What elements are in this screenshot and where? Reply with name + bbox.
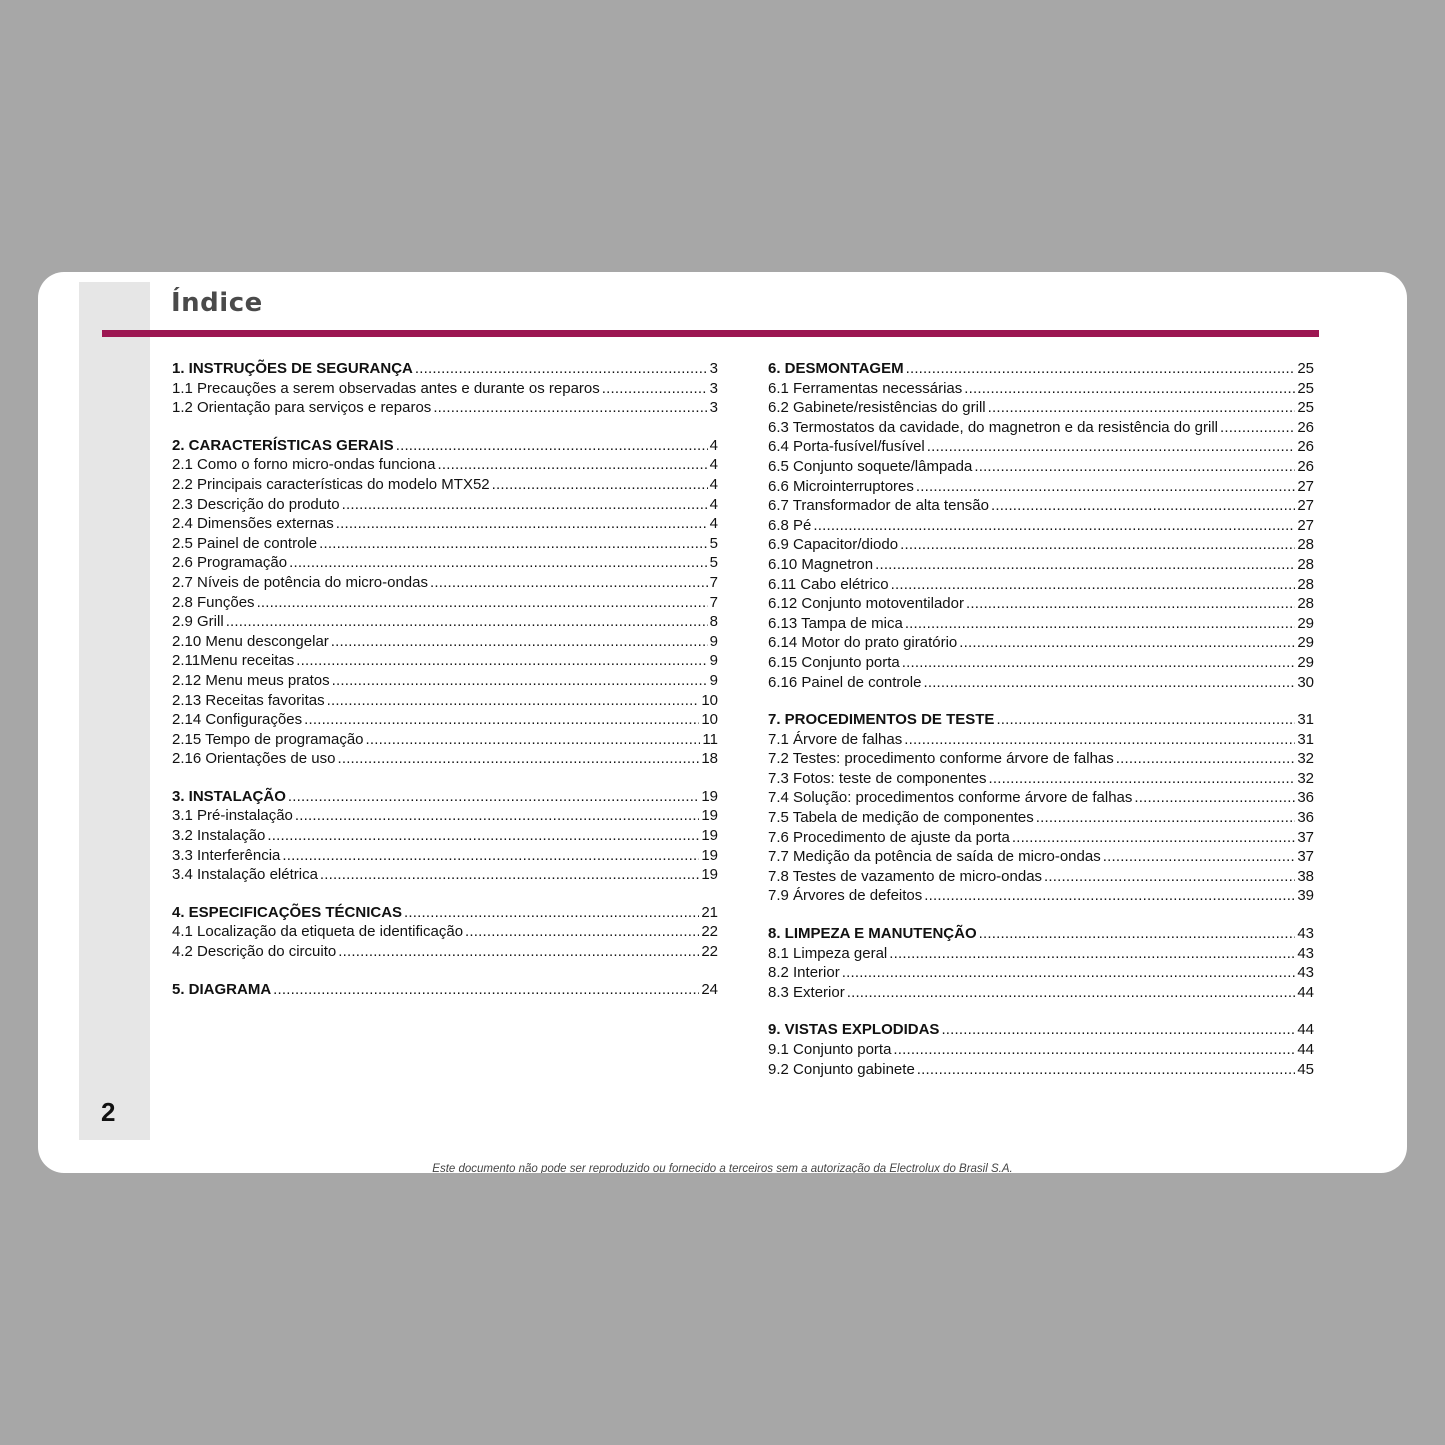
dot-leader bbox=[891, 575, 1296, 595]
toc-label: 6.7 Transformador de alta tensão bbox=[768, 497, 989, 515]
dot-leader bbox=[304, 710, 699, 730]
dot-leader bbox=[900, 535, 1295, 555]
toc-heading[interactable] bbox=[172, 787, 718, 807]
toc-page-number: 10 bbox=[701, 691, 718, 709]
toc-page-number: 3 bbox=[709, 399, 718, 417]
dot-leader bbox=[1044, 867, 1295, 887]
toc-page-number: 36 bbox=[1297, 789, 1314, 807]
toc-label: 6.16 Painel de controle bbox=[768, 673, 922, 691]
toc-entry[interactable] bbox=[768, 944, 1314, 964]
dot-leader bbox=[1036, 808, 1296, 828]
toc-label: 6.14 Motor do prato giratório bbox=[768, 634, 958, 652]
toc-label: 2.11Menu receitas bbox=[172, 652, 295, 670]
toc-entry[interactable] bbox=[768, 437, 1314, 457]
toc-page-number: 30 bbox=[1297, 673, 1314, 691]
toc-entry[interactable] bbox=[172, 806, 718, 826]
toc-entry[interactable] bbox=[768, 808, 1314, 828]
toc-entry[interactable] bbox=[768, 418, 1314, 438]
toc-section bbox=[768, 924, 1314, 1002]
title-divider bbox=[102, 330, 1319, 337]
dot-leader bbox=[966, 594, 1295, 614]
dot-leader bbox=[813, 516, 1295, 536]
toc-page-number: 31 bbox=[1297, 711, 1314, 729]
toc-label: 6.1 Ferramentas necessárias bbox=[768, 379, 963, 397]
toc-entry[interactable] bbox=[172, 553, 718, 573]
toc-entry[interactable] bbox=[768, 749, 1314, 769]
dot-leader bbox=[1012, 828, 1295, 848]
toc-page-number: 10 bbox=[701, 711, 718, 729]
toc-page-number: 28 bbox=[1297, 555, 1314, 573]
page-number: 2 bbox=[101, 1097, 116, 1127]
toc-label: 5. DIAGRAMA bbox=[172, 980, 272, 998]
toc-label: 2.8 Funções bbox=[172, 593, 255, 611]
toc-page-number: 28 bbox=[1297, 595, 1314, 613]
toc-page-number: 11 bbox=[702, 730, 718, 748]
dot-leader bbox=[974, 457, 1295, 477]
dot-leader bbox=[923, 673, 1295, 693]
dot-leader bbox=[492, 475, 708, 495]
toc-section bbox=[172, 980, 718, 1000]
toc-label: 7.9 Árvores de defeitos bbox=[768, 887, 923, 905]
toc-label: 2.4 Dimensões externas bbox=[172, 515, 334, 533]
dot-leader bbox=[847, 983, 1296, 1003]
toc-page-number: 18 bbox=[701, 750, 718, 768]
dot-leader bbox=[336, 514, 708, 534]
toc-entry[interactable] bbox=[768, 555, 1314, 575]
toc-label: 7.8 Testes de vazamento de micro-ondas bbox=[768, 867, 1043, 885]
toc-heading[interactable] bbox=[768, 1020, 1314, 1040]
toc-label: 1. INSTRUÇÕES DE SEGURANÇA bbox=[172, 360, 413, 377]
toc-section bbox=[172, 787, 718, 885]
toc-entry[interactable] bbox=[768, 886, 1314, 906]
toc-heading[interactable] bbox=[768, 924, 1314, 944]
toc-heading[interactable] bbox=[172, 436, 718, 456]
toc-label: 7.4 Solução: procedimentos conforme árvore de falhas bbox=[768, 789, 1133, 807]
dot-leader bbox=[941, 1020, 1295, 1040]
dot-leader bbox=[342, 495, 708, 515]
toc-page-number: 5 bbox=[709, 554, 718, 572]
toc-entry[interactable] bbox=[768, 633, 1314, 653]
toc-label: 2.15 Tempo de programação bbox=[172, 730, 364, 748]
toc-label: 4.2 Descrição do circuito bbox=[172, 943, 337, 961]
dot-leader bbox=[842, 963, 1296, 983]
toc-entry[interactable] bbox=[172, 612, 718, 632]
toc-label: 8.2 Interior bbox=[768, 964, 840, 982]
toc-entry[interactable] bbox=[768, 847, 1314, 867]
toc-page-number: 31 bbox=[1297, 730, 1314, 748]
toc-label: 2.2 Principais características do modelo MTX52 bbox=[172, 475, 490, 493]
toc-entry[interactable] bbox=[172, 455, 718, 475]
toc-entry[interactable] bbox=[768, 769, 1314, 789]
toc-page-number: 32 bbox=[1297, 769, 1314, 787]
dot-leader bbox=[319, 534, 708, 554]
toc-label: 6.6 Microinterruptores bbox=[768, 477, 914, 495]
dot-leader bbox=[337, 749, 699, 769]
document-page bbox=[38, 272, 1407, 1173]
toc-label: 6.11 Cabo elétrico bbox=[768, 575, 889, 593]
toc-entry[interactable] bbox=[768, 575, 1314, 595]
toc-page-number: 44 bbox=[1297, 983, 1314, 1001]
toc-page-number: 22 bbox=[701, 923, 718, 941]
toc-entry[interactable] bbox=[768, 496, 1314, 516]
toc-entry[interactable] bbox=[172, 730, 718, 750]
dot-leader bbox=[979, 924, 1296, 944]
toc-entry[interactable] bbox=[172, 922, 718, 942]
toc-entry[interactable] bbox=[172, 475, 718, 495]
toc-label: 2.7 Níveis de potência do micro-ondas bbox=[172, 573, 428, 591]
dot-leader bbox=[1220, 418, 1295, 438]
toc-page-number: 44 bbox=[1297, 1021, 1314, 1039]
dot-leader bbox=[924, 886, 1295, 906]
sidebar-strip bbox=[79, 282, 150, 1140]
toc-page-number: 21 bbox=[701, 903, 718, 921]
dot-leader bbox=[226, 612, 708, 632]
toc-label: 2.1 Como o forno micro-ondas funciona bbox=[172, 456, 436, 474]
toc-label: 2.14 Configurações bbox=[172, 711, 303, 729]
toc-page-number: 44 bbox=[1297, 1041, 1314, 1058]
dot-leader bbox=[282, 846, 699, 866]
toc-entry[interactable] bbox=[768, 730, 1314, 750]
toc-entry[interactable] bbox=[768, 516, 1314, 536]
toc-page-number: 4 bbox=[709, 515, 718, 533]
toc-label: 1.1 Precauções a serem observadas antes e durante os reparos bbox=[172, 379, 600, 397]
toc-page-number: 19 bbox=[701, 827, 718, 845]
toc-entry[interactable] bbox=[768, 594, 1314, 614]
dot-leader bbox=[267, 826, 699, 846]
toc-label: 7.5 Tabela de medição de componentes bbox=[768, 809, 1034, 827]
toc-page-number: 19 bbox=[701, 807, 718, 825]
toc-page-number: 9 bbox=[709, 632, 718, 650]
toc-label: 2.3 Descrição do produto bbox=[172, 495, 340, 513]
toc-entry[interactable] bbox=[172, 534, 718, 554]
page-title: Índice bbox=[171, 288, 263, 318]
dot-leader bbox=[927, 437, 1296, 457]
toc-label: 2.16 Orientações de uso bbox=[172, 750, 336, 768]
toc-page-number: 22 bbox=[701, 943, 718, 961]
dot-leader bbox=[430, 573, 708, 593]
toc-label: 7.6 Procedimento de ajuste da porta bbox=[768, 828, 1010, 846]
toc-label: 6.10 Magnetron bbox=[768, 555, 874, 573]
toc-label: 8.1 Limpeza geral bbox=[768, 944, 888, 962]
toc-label: 3.4 Instalação elétrica bbox=[172, 866, 318, 884]
toc-page-number: 7 bbox=[709, 593, 718, 611]
toc-label: 4.1 Localização da etiqueta de identificação bbox=[172, 923, 464, 941]
toc-entry[interactable] bbox=[768, 983, 1314, 1003]
dot-leader bbox=[988, 398, 1296, 418]
dot-leader bbox=[433, 398, 707, 418]
toc-page-number: 43 bbox=[1297, 925, 1314, 943]
toc-label: 8.3 Exterior bbox=[768, 983, 845, 1001]
dot-leader bbox=[257, 593, 708, 613]
toc-label: 6.5 Conjunto soquete/lâmpada bbox=[768, 457, 973, 475]
dot-leader bbox=[295, 806, 699, 826]
dot-leader bbox=[1134, 788, 1295, 808]
toc-section bbox=[172, 903, 718, 962]
toc-label: 3.1 Pré-instalação bbox=[172, 807, 293, 825]
toc-label: 2.13 Receitas favoritas bbox=[172, 691, 325, 709]
toc-page-number: 43 bbox=[1297, 944, 1314, 962]
toc-entry[interactable] bbox=[172, 593, 718, 613]
toc-entry[interactable] bbox=[768, 535, 1314, 555]
toc-page-number: 27 bbox=[1297, 477, 1314, 495]
dot-leader bbox=[415, 359, 708, 379]
toc-label: 7.7 Medição da potência de saída de micro-ondas bbox=[768, 848, 1101, 866]
toc-entry[interactable] bbox=[768, 1040, 1314, 1060]
toc-page-number: 19 bbox=[701, 846, 718, 864]
toc-entry[interactable] bbox=[768, 477, 1314, 497]
dot-leader bbox=[959, 633, 1295, 653]
toc-page-number: 28 bbox=[1297, 536, 1314, 554]
toc-label: 3. INSTALAÇÃO bbox=[172, 787, 286, 805]
toc-page-number: 4 bbox=[709, 495, 718, 513]
dot-leader bbox=[991, 496, 1295, 516]
toc-heading[interactable] bbox=[172, 980, 718, 1000]
dot-leader bbox=[893, 1040, 1295, 1060]
toc-label: 3.3 Interferência bbox=[172, 846, 281, 864]
toc-entry[interactable] bbox=[768, 828, 1314, 848]
toc-label: 2.5 Painel de controle bbox=[172, 534, 318, 552]
toc-label: 6. DESMONTAGEM bbox=[768, 360, 904, 377]
dot-leader bbox=[988, 769, 1295, 789]
toc-label: 7.1 Árvore de falhas bbox=[768, 730, 903, 748]
dot-leader bbox=[404, 903, 699, 923]
dot-leader bbox=[273, 980, 699, 1000]
toc-label: 9. VISTAS EXPLODIDAS bbox=[768, 1021, 940, 1039]
toc-label: 6.2 Gabinete/resistências do grill bbox=[768, 399, 986, 417]
toc-page-number: 29 bbox=[1297, 634, 1314, 652]
toc-page-number: 27 bbox=[1297, 516, 1314, 534]
toc-page-number: 36 bbox=[1297, 809, 1314, 827]
toc-page-number: 4 bbox=[709, 436, 718, 454]
dot-leader bbox=[1116, 749, 1296, 769]
toc-entry[interactable] bbox=[172, 826, 718, 846]
toc-label: 6.8 Pé bbox=[768, 516, 812, 534]
dot-leader bbox=[289, 553, 708, 573]
dot-leader bbox=[288, 787, 699, 807]
toc-page-number: 28 bbox=[1297, 575, 1314, 593]
toc-entry[interactable] bbox=[768, 963, 1314, 983]
toc-label: 6.3 Termostatos da cavidade, do magnetron e da resistência do grill bbox=[768, 418, 1218, 436]
dot-leader bbox=[602, 379, 708, 399]
toc-page-number: 32 bbox=[1297, 750, 1314, 768]
dot-leader bbox=[331, 632, 708, 652]
toc-section bbox=[172, 359, 718, 418]
toc-entry[interactable] bbox=[172, 632, 718, 652]
toc-label: 6.15 Conjunto porta bbox=[768, 653, 900, 671]
toc-label: 9.2 Conjunto gabinete bbox=[768, 1060, 915, 1078]
toc-entry[interactable] bbox=[172, 514, 718, 534]
toc-page-number: 8 bbox=[709, 613, 718, 631]
toc-label: 2.9 Grill bbox=[172, 613, 224, 631]
toc-page-number: 29 bbox=[1297, 653, 1314, 671]
toc-label: 2. CARACTERÍSTICAS GERAIS bbox=[172, 436, 394, 454]
toc-entry[interactable] bbox=[172, 846, 718, 866]
toc-page-number: 3 bbox=[709, 360, 718, 377]
toc-entry[interactable] bbox=[172, 651, 718, 671]
toc-label: 7. PROCEDIMENTOS DE TESTE bbox=[768, 711, 995, 729]
dot-leader bbox=[904, 730, 1295, 750]
dot-leader bbox=[996, 710, 1295, 730]
toc-page-number: 9 bbox=[709, 671, 718, 689]
toc-page-number: 19 bbox=[701, 787, 718, 805]
dot-leader bbox=[327, 691, 700, 711]
toc-entry[interactable] bbox=[768, 673, 1314, 693]
toc-label: 2.6 Programação bbox=[172, 554, 288, 572]
dot-leader bbox=[875, 555, 1295, 575]
toc-page-number: 9 bbox=[709, 652, 718, 670]
toc-column-right bbox=[768, 359, 1314, 1097]
toc-entry[interactable] bbox=[768, 379, 1314, 399]
toc-page-number: 26 bbox=[1297, 457, 1314, 475]
toc-entry[interactable] bbox=[768, 398, 1314, 418]
dot-leader bbox=[917, 1060, 1296, 1080]
dot-leader bbox=[916, 477, 1295, 497]
toc-label: 2.10 Menu descongelar bbox=[172, 632, 329, 650]
toc-entry[interactable] bbox=[768, 867, 1314, 887]
toc-page-number: 27 bbox=[1297, 497, 1314, 515]
dot-leader bbox=[889, 944, 1295, 964]
dot-leader bbox=[366, 730, 701, 750]
toc-heading[interactable] bbox=[172, 359, 718, 379]
toc-section bbox=[172, 436, 718, 769]
toc-label: 7.3 Fotos: teste de componentes bbox=[768, 769, 987, 787]
dot-leader bbox=[905, 614, 1296, 634]
toc-page-number: 7 bbox=[709, 573, 718, 591]
toc-page-number: 25 bbox=[1297, 360, 1314, 377]
toc-label: 6.12 Conjunto motoventilador bbox=[768, 595, 964, 613]
toc-section bbox=[768, 710, 1314, 906]
toc-section bbox=[768, 1020, 1314, 1079]
dot-leader bbox=[906, 359, 1296, 379]
toc-page-number: 5 bbox=[709, 534, 718, 552]
toc-entry[interactable] bbox=[172, 865, 718, 885]
toc-entry[interactable] bbox=[172, 495, 718, 515]
dot-leader bbox=[437, 455, 707, 475]
dot-leader bbox=[1103, 847, 1296, 867]
toc-label: 6.13 Tampa de mica bbox=[768, 614, 903, 632]
dot-leader bbox=[296, 651, 707, 671]
toc-label: 1.2 Orientação para serviços e reparos bbox=[172, 399, 432, 417]
toc-page-number: 26 bbox=[1297, 438, 1314, 456]
toc-page-number: 24 bbox=[701, 980, 718, 998]
toc-page-number: 29 bbox=[1297, 614, 1314, 632]
dot-leader bbox=[396, 436, 708, 456]
toc-label: 7.2 Testes: procedimento conforme árvore de falhas bbox=[768, 750, 1114, 768]
toc-heading[interactable] bbox=[172, 903, 718, 923]
toc-page-number: 4 bbox=[709, 456, 718, 474]
toc-entry[interactable] bbox=[768, 614, 1314, 634]
toc-page-number: 25 bbox=[1297, 399, 1314, 417]
toc-label: 6.9 Capacitor/diodo bbox=[768, 536, 899, 554]
footer-disclaimer: Este documento não pode ser reproduzido ou fornecido a terceiros sem a autorização da Electrolux do Brasil S.A. bbox=[432, 1163, 1013, 1173]
dot-leader bbox=[465, 922, 699, 942]
toc-label: 6.4 Porta-fusível/fusível bbox=[768, 438, 925, 456]
toc-heading[interactable] bbox=[768, 359, 1314, 379]
toc-page-number: 38 bbox=[1297, 867, 1314, 885]
toc-label: 8. LIMPEZA E MANUTENÇÃO bbox=[768, 925, 977, 943]
toc-entry[interactable] bbox=[172, 671, 718, 691]
toc-entry[interactable] bbox=[172, 573, 718, 593]
toc-page-number: 3 bbox=[709, 379, 718, 397]
toc-entry[interactable] bbox=[172, 379, 718, 399]
dot-leader bbox=[332, 671, 708, 691]
toc-entry[interactable] bbox=[172, 942, 718, 962]
toc-entry[interactable] bbox=[172, 398, 718, 418]
toc-page-number: 25 bbox=[1297, 379, 1314, 397]
toc-page-number: 37 bbox=[1297, 828, 1314, 846]
toc-entry[interactable] bbox=[172, 749, 718, 769]
toc-section bbox=[768, 359, 1314, 692]
toc-label: 2.12 Menu meus pratos bbox=[172, 671, 330, 689]
toc-page-number: 39 bbox=[1297, 887, 1314, 905]
toc-entry[interactable] bbox=[768, 457, 1314, 477]
toc-entry[interactable] bbox=[768, 653, 1314, 673]
toc-label: 9.1 Conjunto porta bbox=[768, 1041, 892, 1058]
toc-page-number: 19 bbox=[701, 866, 718, 884]
dot-leader bbox=[902, 653, 1296, 673]
toc-heading[interactable] bbox=[768, 710, 1314, 730]
dot-leader bbox=[964, 379, 1295, 399]
toc-label: 4. ESPECIFICAÇÕES TÉCNICAS bbox=[172, 903, 403, 921]
toc-column-left bbox=[172, 359, 718, 1017]
dot-leader bbox=[320, 865, 699, 885]
dot-leader bbox=[338, 942, 699, 962]
toc-page-number: 4 bbox=[709, 475, 718, 493]
toc-entry[interactable] bbox=[172, 691, 718, 711]
toc-entry[interactable] bbox=[768, 1060, 1314, 1080]
toc-entry[interactable] bbox=[172, 710, 718, 730]
toc-page-number: 45 bbox=[1297, 1060, 1314, 1078]
toc-page-number: 43 bbox=[1297, 964, 1314, 982]
toc-entry[interactable] bbox=[768, 788, 1314, 808]
toc-page-number: 37 bbox=[1297, 848, 1314, 866]
toc-label: 3.2 Instalação bbox=[172, 827, 266, 845]
toc-page-number: 26 bbox=[1297, 418, 1314, 436]
